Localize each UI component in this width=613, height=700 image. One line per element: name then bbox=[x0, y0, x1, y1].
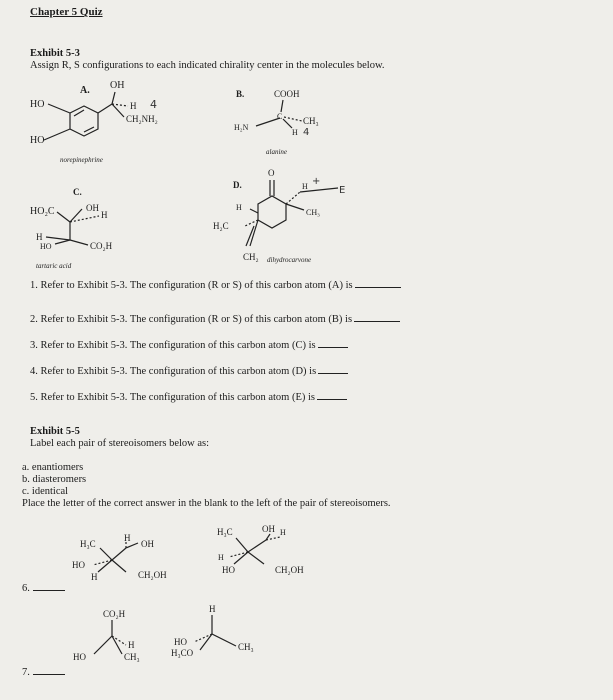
answer-blank-5[interactable] bbox=[317, 390, 347, 400]
molecule-b-hand-mark: 4 bbox=[303, 127, 310, 138]
p7r-ho: HO bbox=[174, 637, 187, 647]
p6l-ho: HO bbox=[72, 560, 85, 570]
question-2 bbox=[30, 312, 400, 325]
molecule-d-e-mark: E bbox=[339, 185, 346, 196]
molecule-a-letter: A. bbox=[80, 85, 90, 96]
p6r-oh: OH bbox=[262, 524, 275, 534]
molecule-d-letter: D. bbox=[233, 180, 242, 190]
pair-6 bbox=[22, 582, 65, 594]
exhibit-5-5-title: Exhibit 5-5 bbox=[30, 426, 80, 437]
p6l-h-bottom: H bbox=[91, 572, 98, 582]
exhibit-5-3-title: Exhibit 5-3 bbox=[30, 48, 80, 59]
molecule-a-h: H bbox=[130, 101, 137, 111]
molecule-a-oh: OH bbox=[110, 80, 125, 91]
exhibit-5-5-instruction: Label each pair of stereoisomers below as: bbox=[30, 438, 210, 449]
molecule-c-ho: HO bbox=[40, 242, 52, 251]
molecule-c-oh: OH bbox=[86, 203, 99, 213]
pair-6-answer-blank[interactable] bbox=[33, 582, 65, 591]
p7l-co2h: CO₂H bbox=[103, 609, 126, 619]
question-3 bbox=[30, 338, 348, 351]
molecule-d-ch2: CH₂ bbox=[243, 252, 259, 262]
molecule-d-ch3-right: CH₃ bbox=[306, 208, 320, 217]
molecule-a-ch2nh2: CH₂NH₂ bbox=[126, 114, 158, 124]
molecule-d-o: O bbox=[268, 168, 275, 178]
pair-7-number: 7. bbox=[22, 667, 30, 678]
molecule-d-h-top: H bbox=[302, 182, 308, 191]
molecule-c-h-right: H bbox=[101, 210, 108, 220]
pair-7-left-molecule bbox=[73, 609, 140, 662]
answer-blank-1[interactable] bbox=[355, 278, 401, 288]
p7l-ho: HO bbox=[73, 652, 86, 662]
pair-7 bbox=[22, 666, 65, 678]
option-b: b. diasteromers bbox=[22, 474, 87, 485]
p6l-ch2oh: CH₂OH bbox=[138, 570, 167, 580]
molecule-b-h2n: H₂N bbox=[234, 123, 249, 132]
molecule-c-co2h: CO₂H bbox=[90, 241, 113, 251]
molecule-b bbox=[234, 89, 319, 156]
molecule-b-ch3: CH₃ bbox=[303, 116, 319, 126]
p7l-ch3: CH₃ bbox=[124, 652, 140, 662]
molecule-b-name: alanine bbox=[266, 148, 287, 156]
molecule-c-h-left: H bbox=[36, 232, 43, 242]
question-1-text: 1. Refer to Exhibit 5-3. The configuration (R or S) of this carbon atom (A) is bbox=[30, 280, 353, 291]
molecule-b-letter: B. bbox=[236, 89, 245, 99]
option-c: c. identical bbox=[22, 486, 69, 497]
question-3-text: 3. Refer to Exhibit 5-3. The configuration of this carbon atom (C) is bbox=[30, 340, 316, 351]
p6l-h-top: H bbox=[124, 533, 131, 543]
question-5-text: 5. Refer to Exhibit 5-3. The configuration of this carbon atom (E) is bbox=[30, 392, 315, 403]
molecule-d-h-left: H bbox=[236, 203, 242, 212]
molecule-a bbox=[30, 80, 158, 164]
page-title: Chapter 5 Quiz bbox=[30, 6, 103, 18]
p7l-h: H bbox=[128, 640, 135, 650]
pair-7-right-molecule bbox=[171, 604, 254, 658]
molecule-a-ho-top: HO bbox=[30, 99, 45, 110]
molecule-c-name: tartaric acid bbox=[36, 262, 72, 270]
p7r-h: H bbox=[209, 604, 216, 614]
molecule-d bbox=[213, 168, 345, 264]
molecule-d-name: dihydrocarvone bbox=[267, 256, 312, 264]
molecule-c-letter: C. bbox=[73, 187, 82, 197]
molecule-c bbox=[30, 187, 113, 270]
molecule-a-name: norepinephrine bbox=[60, 156, 103, 164]
p6l-oh: OH bbox=[141, 539, 154, 549]
p6r-h-top: H bbox=[280, 528, 286, 537]
pair-6-left-molecule bbox=[72, 533, 167, 582]
answer-blank-3[interactable] bbox=[318, 338, 348, 348]
question-1 bbox=[30, 278, 401, 291]
p6r-ch2oh: CH₂OH bbox=[275, 565, 304, 575]
p6r-ho: HO bbox=[222, 565, 235, 575]
p6l-h3c: H₃C bbox=[80, 539, 96, 549]
question-4-text: 4. Refer to Exhibit 5-3. The configuration of this carbon atom (D) is bbox=[30, 366, 317, 377]
answer-blank-4[interactable] bbox=[318, 364, 348, 374]
answer-blank-2[interactable] bbox=[354, 312, 400, 322]
pair-6-number: 6. bbox=[22, 583, 30, 594]
molecule-d-h2c: H₂C bbox=[213, 221, 229, 231]
molecule-b-c: C bbox=[277, 112, 283, 121]
place-instruction: Place the letter of the correct answer in the blank to the left of the pair of stereoisomers. bbox=[22, 498, 391, 509]
question-5 bbox=[30, 390, 347, 403]
pair-7-answer-blank[interactable] bbox=[33, 666, 65, 675]
molecule-a-hand-mark: 4 bbox=[150, 98, 157, 111]
p7r-h3co: H₃CO bbox=[171, 648, 194, 658]
pair-6-right-molecule bbox=[217, 524, 304, 575]
molecule-b-cooh: COOH bbox=[274, 89, 300, 99]
molecule-a-ho-bottom: HO bbox=[30, 135, 45, 146]
molecule-c-ho2c: HO₂C bbox=[30, 206, 55, 217]
p6r-h: H bbox=[218, 553, 224, 562]
exhibit-5-3-instruction: Assign R, S configurations to each indicated chirality center in the molecules below. bbox=[30, 60, 385, 71]
molecule-d-plus-mark: + bbox=[312, 176, 321, 187]
p7r-ch3: CH₃ bbox=[238, 642, 254, 652]
question-4 bbox=[30, 364, 348, 377]
question-2-text: 2. Refer to Exhibit 5-3. The configuration (R or S) of this carbon atom (B) is bbox=[30, 314, 353, 325]
p6r-h3c: H₃C bbox=[217, 527, 233, 537]
molecule-b-h: H bbox=[292, 128, 298, 137]
option-a: a. enantiomers bbox=[22, 462, 84, 473]
